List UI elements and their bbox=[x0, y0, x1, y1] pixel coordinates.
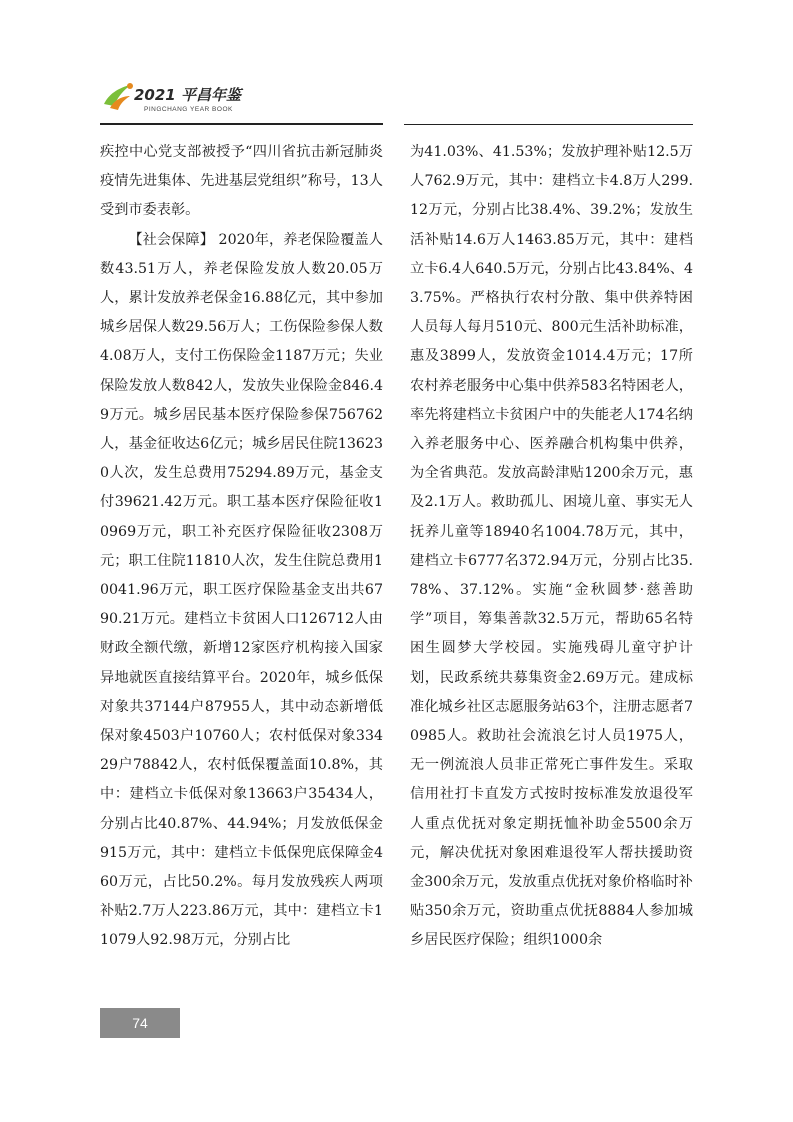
yearbook-subtitle: PINGCHANG YEAR BOOK bbox=[144, 106, 233, 113]
right-column bbox=[410, 138, 693, 956]
page-header bbox=[100, 76, 700, 126]
yearbook-title bbox=[134, 84, 241, 105]
header-rule-left bbox=[100, 123, 383, 125]
yearbook-name: 平昌年鉴 bbox=[180, 86, 241, 104]
page-number: 74 bbox=[100, 1008, 180, 1038]
paragraph-social-security: 【社会保障】 2020年，养老保险覆盖人数43.51万人，养老保险发放人数20.05万人，累计发放养老保金16.88亿元，其中参加城乡居保人数29.56万人；工伤保险参保人数4.08万人，支付工伤保险金1187万元；失业保险发放人数842人，发放失业保险金846.49万元。城乡居民基本医疗保险参保756762人，基金征收达6亿元；城乡居民住院136230人次，发生总费用75294.89万元，基金支付39621.42万元。职工基本医疗保险征收10969万元，职工补充医疗保险征收2308万元；职工住院11810人次，发生住院总费用10041.96万元，职工医疗保险基金支出共6790.21万元。建档立卡贫困人口126712人由财政全额代缴，新增12家医疗机构接入国家异地就医直接结算平台。2020年，城乡低保对象共37144户87955人，其中动态新增低保对象4503户10760人；农村低保对象33429户78842人，农村低保覆盖面10.8%，其中：建档立卡低保对象13663户35434人，分别占比40.87%、44.94%；月发放低保金915万元，其中：建档立卡低保兜底保障金460万元，占比50.2%。每月发放残疾人两项补贴2.7万人223.86万元，其中：建档立卡11079人92.98万元，分别占比 bbox=[100, 231, 383, 949]
left-column bbox=[100, 138, 383, 956]
yearbook-year: 2021 bbox=[134, 86, 176, 104]
paragraph-cdc-honor: 疾控中心党支部被授予“四川省抗击新冠肺炎疫情先进集体、先进基层党组织”称号，13人受到市委表彰。 bbox=[100, 144, 383, 219]
header-rule-right bbox=[404, 124, 693, 125]
paragraph-social-security-continued: 为41.03%、41.53%；发放护理补贴12.5万人762.9万元，其中：建档立卡4.8万人299.12万元，分别占比38.4%、39.2%；发放生活补贴14.6万人1463.85万元，其中：建档立卡6.4人640.5万元，分别占比43.84%、43.75%。严格执行农村分散、集中供养特困人员每人每月510元、800元生活补助标准，惠及3899人，发放资金1014.4万元；17所农村养老服务中心集中供养583名特困老人，率先将建档立卡贫困户中的失能老人174名纳入养老服务中心、医养融合机构集中供养，为全省典范。发放高龄津贴1200余万元，惠及2.1万人。救助孤儿、困境儿童、事实无人抚养儿童等18940名1004.78万元，其中，建档立卡6777名372.94万元，分别占比35.78%、37.12%。实施“金秋圆梦·慈善助学”项目，筹集善款32.5万元，帮助65名特困生圆梦大学校园。实施残碍儿童守护计划，民政系统共募集资金2.69万元。建成标准化城乡社区志愿服务站63个，注册志愿者70985人。救助社会流浪乞讨人员1975人，无一例流浪人员非正常死亡事件发生。采取信用社打卡直发方式按时按标准发放退役军人重点优抚对象定期抚恤补助金5500余万元，解决优抚对象困难退役军人帮扶援助资金300余万元，发放重点优抚对象价格临时补贴350余万元，资助重点优抚8884人参加城乡居民医疗保险；组织1000余 bbox=[410, 144, 693, 949]
